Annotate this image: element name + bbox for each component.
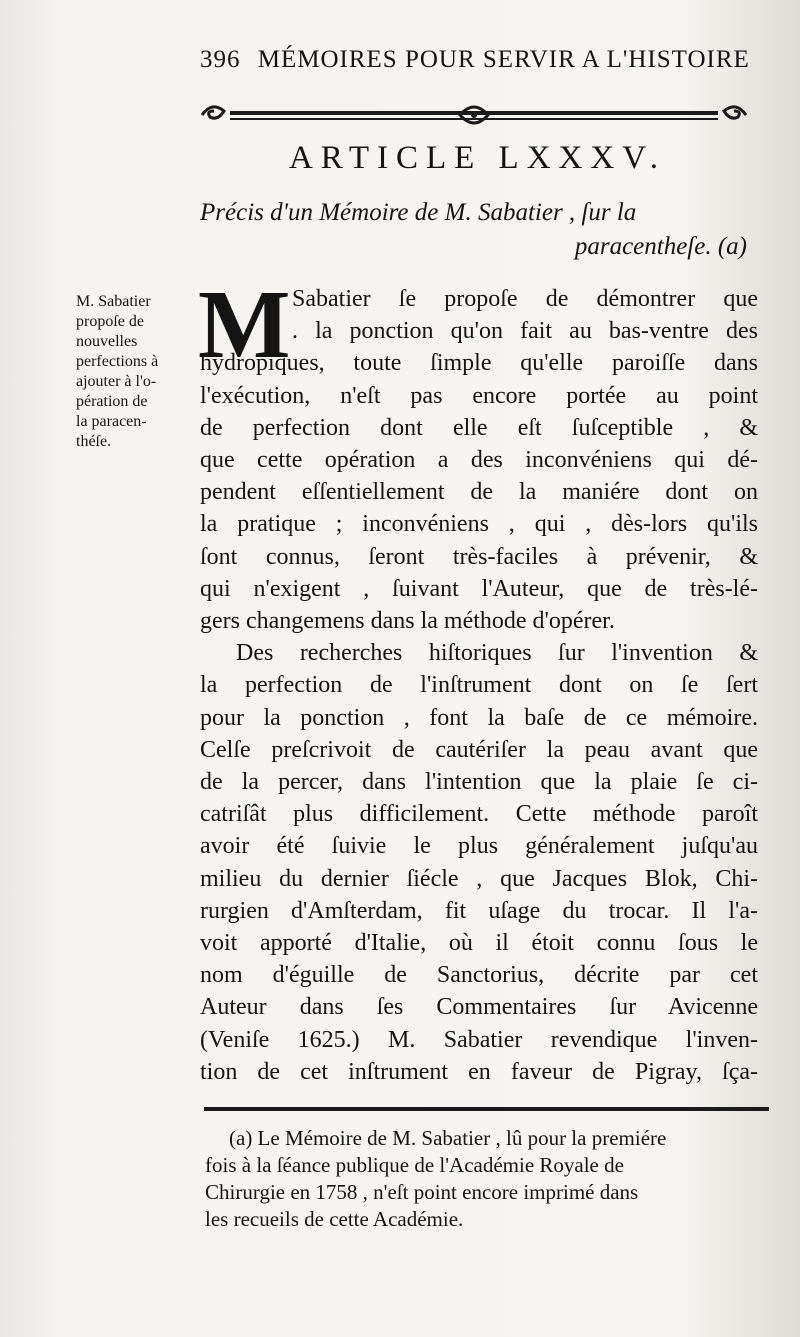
- text-line: milieu du dernier ſiécle , que Jacques Blok, Chi-: [200, 865, 758, 892]
- footnote: [205, 1125, 775, 1233]
- margin-note-line: perfections à: [76, 353, 159, 370]
- text-line: voit apporté d'Italie, où il étoit connu ſous le: [200, 930, 758, 957]
- footnote-line: Chirurgie en 1758 , n'eſt point encore imprimé dans: [205, 1180, 639, 1204]
- text-line: de perfection dont elle eſt ſuſceptible , &: [200, 414, 758, 441]
- running-head: [200, 46, 750, 74]
- subtitle-line: Précis d'un Mémoire de M. Sabatier , ſur la: [200, 199, 637, 226]
- margin-note-line: ajouter à l'o-: [76, 373, 157, 390]
- margin-note-line: M. Sabatier: [76, 293, 151, 310]
- footnote-line: fois à la ſéance publique de l'Académie Royale de: [205, 1153, 624, 1177]
- text-line: que cette opération a des inconvéniens qui dé-: [200, 447, 758, 474]
- paragraph: [198, 271, 758, 1088]
- text-line: Celſe preſcrivoit de cautériſer la peau avant que: [200, 736, 758, 763]
- drop-capital: M: [198, 271, 291, 379]
- page-number: 396: [200, 46, 241, 73]
- text-line: la perfection de l'inſtrument dont on ſe ſert: [200, 672, 758, 699]
- margin-note: [76, 292, 182, 452]
- footnote-line: les recueils de cette Académie.: [205, 1207, 464, 1231]
- text-line: . la ponction qu'on fait au bas-ventre des: [292, 318, 758, 345]
- running-title: MÉMOIRES POUR SERVIR A L'HISTOIRE: [257, 46, 750, 73]
- footnote-line: (a) Le Mémoire de M. Sabatier , lû pour la premiére: [229, 1126, 667, 1150]
- margin-note-line: nouvelles: [76, 333, 138, 350]
- footnote-rule: [204, 1107, 769, 1111]
- text-line: Auteur dans ſes Commentaires ſur Avicenne: [200, 994, 758, 1021]
- margin-note-line: pération de: [76, 393, 148, 410]
- text-line: Des recherches hiſtoriques ſur l'invention &: [236, 640, 758, 667]
- margin-note-line: théſe.: [76, 433, 112, 450]
- ornamental-rule-icon: [200, 100, 748, 130]
- article-title: ARTICLE LXXXV.: [288, 140, 667, 176]
- margin-note-line: propoſe de: [76, 313, 144, 330]
- text-line: hydropiques, toute ſimple qu'elle paroiſſe dans: [200, 350, 758, 377]
- text-line: avoir été ſuivie le plus généralement juſqu'au: [200, 833, 758, 860]
- text-line: Sabatier ſe propoſe de démontrer que: [292, 286, 758, 312]
- article-subtitle: [200, 196, 755, 264]
- subtitle-line: paracentheſe. (a): [574, 233, 747, 260]
- text-line: rurgien d'Amſterdam, fit uſage du trocar. Il l'a-: [200, 897, 758, 924]
- text-line: nom d'éguille de Sanctorius, décrite par cet: [200, 962, 758, 989]
- text-line: (Veniſe 1625.) M. Sabatier revendique l'inven-: [200, 1026, 758, 1053]
- text-line: pendent eſſentiellement de la maniére dont on: [200, 479, 758, 506]
- text-line: la pratique ; inconvéniens , qui , dès-lors qu'ils: [200, 511, 758, 538]
- text-line: ſont connus, ſeront très-faciles à prévenir, &: [200, 543, 758, 570]
- text-line: pour la ponction , font la baſe de ce mémoire.: [200, 704, 758, 731]
- text-line: qui n'exigent , ſuivant l'Auteur, que de très-lé-: [200, 575, 758, 602]
- text-line: l'exécution, n'eſt pas encore portée au point: [200, 382, 758, 409]
- text-line: gers changemens dans la méthode d'opérer.: [200, 608, 615, 635]
- text-line: de la percer, dans l'intention que la plaie ſe ci-: [200, 769, 758, 796]
- text-line: catriſât plus difficilement. Cette méthode paroît: [200, 801, 758, 828]
- margin-note-line: la paracen-: [76, 413, 147, 430]
- text-line: tion de cet inſtrument en faveur de Pigray, ſça-: [200, 1058, 758, 1085]
